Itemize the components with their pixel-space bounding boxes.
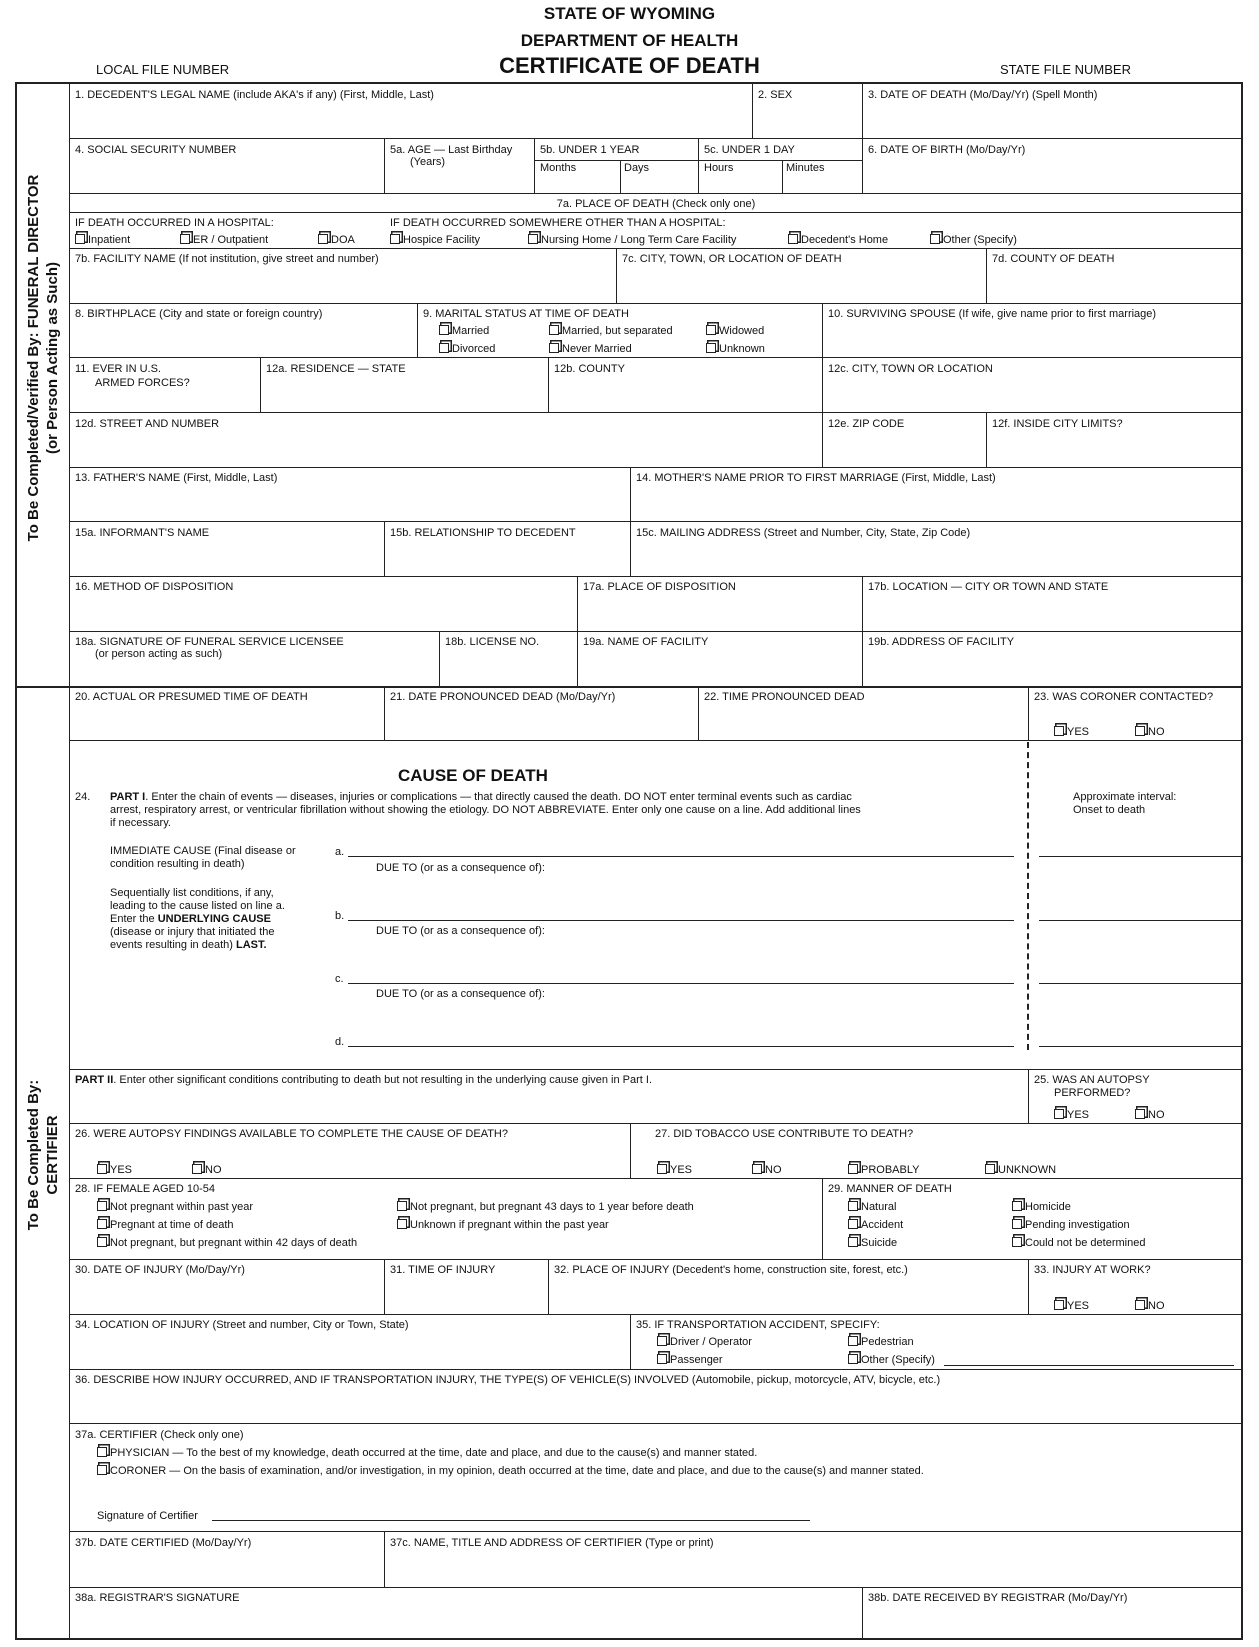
due-to-a: DUE TO (or as a consequence of): <box>376 862 545 874</box>
field-38b-date-received[interactable]: 38b. DATE RECEIVED BY REGISTRAR (Mo/Day/Yr) <box>868 1592 1128 1604</box>
sequential-label-line5: events resulting in death) LAST. <box>110 939 267 951</box>
checkbox-icon[interactable] <box>1012 1237 1022 1247</box>
field-33-injury-at-work: 33. INJURY AT WORK? <box>1034 1264 1151 1276</box>
interval-line-a[interactable] <box>1039 856 1241 857</box>
hospital-label: IF DEATH OCCURRED IN A HOSPITAL: <box>75 217 274 229</box>
checkbox-icon[interactable] <box>439 325 449 335</box>
sequential-label-line2: leading to the cause listed on line a. <box>110 900 285 912</box>
field-11-armed-forces-line2: ARMED FORCES? <box>95 377 190 389</box>
checkbox-pregnant-at-death[interactable]: Pregnant at time of death <box>97 1218 234 1232</box>
field-25-autopsy-line2: PERFORMED? <box>1054 1087 1131 1099</box>
field-12d-street[interactable]: 12d. STREET AND NUMBER <box>75 418 220 430</box>
checkbox-icon[interactable] <box>528 234 538 244</box>
checkbox-icon[interactable] <box>318 234 328 244</box>
field-2-sex[interactable]: 2. SEX <box>758 89 793 101</box>
field-15a-informant[interactable]: 15a. INFORMANT'S NAME <box>75 527 210 539</box>
field-12a-residence-state[interactable]: 12a. RESIDENCE — STATE <box>266 363 406 375</box>
part-2-instructions[interactable]: PART II. Enter other significant conditions contributing to death but not resulting in the underlying cause given in Part I. <box>75 1074 653 1086</box>
state-file-number-label: STATE FILE NUMBER <box>1000 62 1131 77</box>
checkbox-coroner-no[interactable]: NO <box>1135 725 1165 739</box>
signature-of-certifier-line[interactable] <box>212 1520 810 1521</box>
checkbox-icon[interactable] <box>752 1164 762 1174</box>
field-17b-disposition-location[interactable]: 17b. LOCATION — CITY OR TOWN AND STATE <box>868 581 1109 593</box>
checkbox-never-married[interactable]: Never Married <box>549 342 632 356</box>
checkbox-work-no[interactable]: NO <box>1135 1299 1165 1313</box>
checkbox-icon[interactable] <box>549 325 559 335</box>
checkbox-pregnant-42-days[interactable]: Not pregnant, but pregnant within 42 days of death <box>97 1236 357 1250</box>
checkbox-icon[interactable] <box>706 343 716 353</box>
checkbox-natural[interactable]: Natural <box>848 1200 896 1214</box>
side-divider <box>69 82 70 1640</box>
field-14-mothers-name[interactable]: 14. MOTHER'S NAME PRIOR TO FIRST MARRIAGE (First, Middle, Last) <box>636 472 996 484</box>
field-12e-zip[interactable]: 12e. ZIP CODE <box>828 418 905 430</box>
field-7d-county-of-death[interactable]: 7d. COUNTY OF DEATH <box>992 253 1115 265</box>
funeral-director-side-label: To Be Completed/Verified By: FUNERAL DIRECTOR (or Person Acting as Such) <box>25 174 61 542</box>
field-19a-facility-name[interactable]: 19a. NAME OF FACILITY <box>583 636 709 648</box>
sequential-label-line3: Enter the UNDERLYING CAUSE <box>110 913 271 925</box>
checkbox-findings-no[interactable]: NO <box>192 1163 222 1177</box>
checkbox-divorced[interactable]: Divorced <box>439 342 495 356</box>
field-20-time-of-death[interactable]: 20. ACTUAL OR PRESUMED TIME OF DEATH <box>75 691 308 703</box>
field-4-ssn[interactable]: 4. SOCIAL SECURITY NUMBER <box>75 144 237 156</box>
checkbox-decedents-home[interactable]: Decedent's Home <box>788 233 888 247</box>
field-38a-registrar-signature[interactable]: 38a. REGISTRAR'S SIGNATURE <box>75 1592 240 1604</box>
due-to-b: DUE TO (or as a consequence of): <box>376 925 545 937</box>
checkbox-tobacco-no[interactable]: NO <box>752 1163 782 1177</box>
checkbox-tobacco-probably[interactable]: PROBABLY <box>848 1163 920 1177</box>
field-24-number: 24. <box>75 791 91 803</box>
checkbox-icon[interactable] <box>390 234 400 244</box>
field-5c-under-1-day: 5c. UNDER 1 DAY <box>704 144 795 156</box>
checkbox-married[interactable]: Married <box>439 324 489 338</box>
immediate-cause-label: IMMEDIATE CAUSE (Final disease or <box>110 845 296 857</box>
field-8-birthplace[interactable]: 8. BIRTHPLACE (City and state or foreign country) <box>75 308 323 320</box>
checkbox-icon[interactable] <box>1054 726 1064 736</box>
field-5a-years: (Years) <box>410 156 446 168</box>
field-37b-date-certified[interactable]: 37b. DATE CERTIFIED (Mo/Day/Yr) <box>75 1537 252 1549</box>
field-5c-minutes[interactable]: Minutes <box>786 162 825 174</box>
checkbox-icon[interactable] <box>75 234 85 244</box>
checkbox-icon[interactable] <box>180 234 190 244</box>
field-25-autopsy: 25. WAS AN AUTOPSY <box>1034 1074 1150 1086</box>
field-6-date-of-birth[interactable]: 6. DATE OF BIRTH (Mo/Day/Yr) <box>868 144 1026 156</box>
field-22-time-pronounced[interactable]: 22. TIME PRONOUNCED DEAD <box>704 691 865 703</box>
field-1-decedent-name[interactable]: 1. DECEDENT'S LEGAL NAME (include AKA's if any) (First, Middle, Last) <box>75 89 434 101</box>
cause-of-death-heading: CAUSE OF DEATH <box>398 766 548 785</box>
cause-line-c[interactable] <box>348 983 1014 984</box>
field-5a-age[interactable]: 5a. AGE — Last Birthday <box>390 144 513 156</box>
field-29-manner-of-death: 29. MANNER OF DEATH <box>828 1183 952 1195</box>
checkbox-er-outpatient[interactable]: ER / Outpatient <box>180 233 268 247</box>
field-11-armed-forces[interactable]: 11. EVER IN U.S. <box>75 363 161 375</box>
checkbox-tobacco-unknown[interactable]: UNKNOWN <box>985 1163 1056 1177</box>
other-than-hospital-label: IF DEATH OCCURRED SOMEWHERE OTHER THAN A HOSPITAL: <box>390 217 726 229</box>
checkbox-tobacco-yes[interactable]: YES <box>657 1163 692 1177</box>
checkbox-icon[interactable] <box>1135 1300 1145 1310</box>
section-divider <box>15 686 1243 688</box>
checkbox-coroner[interactable]: CORONER — On the basis of examination, and/or investigation, in my opinion, death occurred at the time, date and place, and due to the cause(s) and manner stated. <box>97 1464 924 1478</box>
checkbox-driver[interactable]: Driver / Operator <box>657 1335 752 1349</box>
checkbox-icon[interactable] <box>97 1447 107 1457</box>
checkbox-icon[interactable] <box>848 1201 858 1211</box>
cause-line-d[interactable] <box>348 1046 1014 1047</box>
checkbox-icon[interactable] <box>985 1164 995 1174</box>
checkbox-doa[interactable]: DOA <box>318 233 355 247</box>
field-21-date-pronounced[interactable]: 21. DATE PRONOUNCED DEAD (Mo/Day/Yr) <box>390 691 616 703</box>
checkbox-icon[interactable] <box>1054 1109 1064 1119</box>
checkbox-passenger[interactable]: Passenger <box>657 1353 723 1367</box>
checkbox-inpatient[interactable]: Inpatient <box>75 233 130 247</box>
cause-line-c-letter: c. <box>335 973 344 985</box>
interval-line-c[interactable] <box>1039 983 1241 984</box>
checkbox-icon[interactable] <box>1135 1109 1145 1119</box>
department-heading: DEPARTMENT OF HEALTH <box>520 31 739 50</box>
cause-line-b-letter: b. <box>335 910 345 922</box>
checkbox-hospice[interactable]: Hospice Facility <box>390 233 480 247</box>
checkbox-icon[interactable] <box>848 1219 858 1229</box>
interval-label-line2: Onset to death <box>1073 804 1146 816</box>
part-1-instructions: PART I. Enter the chain of events — diseases, injuries or complications — that directly caused the death. DO NOT enter terminal events such as cardiac <box>110 791 852 803</box>
checkbox-icon[interactable] <box>788 234 798 244</box>
field-15c-mailing-address[interactable]: 15c. MAILING ADDRESS (Street and Number, City, State, Zip Code) <box>636 527 971 539</box>
field-30-date-of-injury[interactable]: 30. DATE OF INJURY (Mo/Day/Yr) <box>75 1264 245 1276</box>
checkbox-icon[interactable] <box>657 1164 667 1174</box>
checkbox-work-yes[interactable]: YES <box>1054 1299 1089 1313</box>
field-15b-relationship[interactable]: 15b. RELATIONSHIP TO DECEDENT <box>390 527 576 539</box>
checkbox-icon[interactable] <box>439 343 449 353</box>
checkbox-icon[interactable] <box>1054 1300 1064 1310</box>
local-file-number-label: LOCAL FILE NUMBER <box>96 62 230 77</box>
field-12c-city[interactable]: 12c. CITY, TOWN OR LOCATION <box>828 363 993 375</box>
field-37c-certifier-name[interactable]: 37c. NAME, TITLE AND ADDRESS OF CERTIFIER (Type or print) <box>390 1537 714 1549</box>
interval-divider <box>1027 742 1029 1050</box>
field-5b-under-1-year: 5b. UNDER 1 YEAR <box>540 144 640 156</box>
checkbox-icon[interactable] <box>1135 726 1145 736</box>
immediate-cause-label-line2: condition resulting in death) <box>110 858 245 870</box>
field-9-marital-status: 9. MARITAL STATUS AT TIME OF DEATH <box>423 308 629 320</box>
checkbox-icon[interactable] <box>97 1164 107 1174</box>
checkbox-icon[interactable] <box>1012 1219 1022 1229</box>
field-18a-subtext: (or person acting as such) <box>95 648 223 660</box>
checkbox-icon[interactable] <box>549 343 559 353</box>
part-1-instructions-line3: if necessary. <box>110 817 171 829</box>
checkbox-married-separated[interactable]: Married, but separated <box>549 324 673 338</box>
checkbox-icon[interactable] <box>848 1336 858 1346</box>
checkbox-transport-other[interactable]: Other (Specify) <box>848 1353 935 1367</box>
field-17a-disposition-place[interactable]: 17a. PLACE OF DISPOSITION <box>583 581 736 593</box>
field-19b-facility-address[interactable]: 19b. ADDRESS OF FACILITY <box>868 636 1015 648</box>
interval-line-b[interactable] <box>1039 920 1241 921</box>
transport-other-line[interactable] <box>944 1365 1234 1366</box>
checkbox-homicide[interactable]: Homicide <box>1012 1200 1071 1214</box>
checkbox-undetermined[interactable]: Could not be determined <box>1012 1236 1145 1250</box>
state-heading: STATE OF WYOMING <box>543 4 716 23</box>
checkbox-icon[interactable] <box>657 1354 667 1364</box>
field-5c-hours[interactable]: Hours <box>704 162 734 174</box>
checkbox-icon[interactable] <box>397 1219 407 1229</box>
checkbox-pending[interactable]: Pending investigation <box>1012 1218 1130 1232</box>
field-37a-certifier: 37a. CERTIFIER (Check only one) <box>75 1429 244 1441</box>
checkbox-marital-unknown[interactable]: Unknown <box>706 342 765 356</box>
signature-of-certifier-label: Signature of Certifier <box>97 1510 198 1522</box>
checkbox-physician[interactable]: PHYSICIAN — To the best of my knowledge, death occurred at the time, date and place, and due to the cause(s) and manner stated. <box>97 1446 757 1460</box>
checkbox-icon[interactable] <box>397 1201 407 1211</box>
due-to-c: DUE TO (or as a consequence of): <box>376 988 545 1000</box>
checkbox-not-pregnant-year[interactable]: Not pregnant within past year <box>97 1200 253 1214</box>
checkbox-autopsy-yes[interactable]: YES <box>1054 1108 1089 1122</box>
field-35-transportation: 35. IF TRANSPORTATION ACCIDENT, SPECIFY: <box>636 1319 880 1331</box>
field-31-time-of-injury[interactable]: 31. TIME OF INJURY <box>390 1264 496 1276</box>
checkbox-pregnancy-unknown[interactable]: Unknown if pregnant within the past year <box>397 1218 609 1232</box>
checkbox-icon[interactable] <box>97 1219 107 1229</box>
checkbox-pedestrian[interactable]: Pedestrian <box>848 1335 914 1349</box>
field-23-coroner-contacted: 23. WAS CORONER CONTACTED? <box>1034 691 1214 703</box>
checkbox-accident[interactable]: Accident <box>848 1218 903 1232</box>
field-16-disposition-method[interactable]: 16. METHOD OF DISPOSITION <box>75 581 234 593</box>
field-32-place-of-injury[interactable]: 32. PLACE OF INJURY (Decedent's home, construction site, forest, etc.) <box>554 1264 908 1276</box>
checkbox-icon[interactable] <box>97 1465 107 1475</box>
checkbox-icon[interactable] <box>848 1237 858 1247</box>
checkbox-coroner-yes[interactable]: YES <box>1054 725 1089 739</box>
field-34-location-of-injury[interactable]: 34. LOCATION OF INJURY (Street and number, City or Town, State) <box>75 1319 409 1331</box>
field-7a-place-of-death: 7a. PLACE OF DEATH (Check only one) <box>556 198 756 210</box>
cause-line-a-letter: a. <box>335 846 345 858</box>
field-5b-days[interactable]: Days <box>624 162 650 174</box>
sequential-label-line4: (disease or injury that initiated the <box>110 926 275 938</box>
checkbox-other-specify[interactable]: Other (Specify) <box>930 233 1017 247</box>
field-7c-city-of-death[interactable]: 7c. CITY, TOWN, OR LOCATION OF DEATH <box>622 253 842 265</box>
checkbox-suicide[interactable]: Suicide <box>848 1236 897 1250</box>
checkbox-icon[interactable] <box>192 1164 202 1174</box>
field-10-surviving-spouse[interactable]: 10. SURVIVING SPOUSE (If wife, give name prior to first marriage) <box>828 308 1157 320</box>
field-18b-license-no[interactable]: 18b. LICENSE NO. <box>445 636 540 648</box>
checkbox-icon[interactable] <box>706 325 716 335</box>
field-27-tobacco: 27. DID TOBACCO USE CONTRIBUTE TO DEATH? <box>655 1128 914 1140</box>
checkbox-icon[interactable] <box>848 1354 858 1364</box>
checkbox-findings-yes[interactable]: YES <box>97 1163 132 1177</box>
interval-label: Approximate interval: <box>1073 791 1177 803</box>
part-1-instructions-line2: arrest, respiratory arrest, or ventricular fibrillation without showing the etiology. DO NOT ABBREVIATE. Enter only one cause on a line. Add additional lines <box>110 804 861 816</box>
cause-line-b[interactable] <box>348 920 1014 921</box>
checkbox-icon[interactable] <box>97 1237 107 1247</box>
field-12f-inside-city-limits[interactable]: 12f. INSIDE CITY LIMITS? <box>992 418 1123 430</box>
checkbox-autopsy-no[interactable]: NO <box>1135 1108 1165 1122</box>
sequential-label: Sequentially list conditions, if any, <box>110 887 274 899</box>
certifier-side-label: To Be Completed By: CERTIFIER <box>25 1079 61 1231</box>
field-28-female-pregnancy: 28. IF FEMALE AGED 10-54 <box>75 1183 216 1195</box>
field-12b-county[interactable]: 12b. COUNTY <box>554 363 625 375</box>
checkbox-nursing-home[interactable]: Nursing Home / Long Term Care Facility <box>528 233 736 247</box>
field-36-injury-description[interactable]: 36. DESCRIBE HOW INJURY OCCURRED, AND IF TRANSPORTATION INJURY, THE TYPE(S) OF VEHICLE(S) INVOLVED (Automobile, pickup, motorcycle, ATV, bicycle, etc.) <box>75 1374 941 1386</box>
checkbox-pregnant-43-days[interactable]: Not pregnant, but pregnant 43 days to 1 year before death <box>397 1200 694 1214</box>
field-13-fathers-name[interactable]: 13. FATHER'S NAME (First, Middle, Last) <box>75 472 278 484</box>
field-3-date-of-death[interactable]: 3. DATE OF DEATH (Mo/Day/Yr) (Spell Month) <box>868 89 1098 101</box>
cause-line-d-letter: d. <box>335 1036 345 1048</box>
checkbox-icon[interactable] <box>930 234 940 244</box>
page-title: CERTIFICATE OF DEATH <box>499 53 760 78</box>
checkbox-icon[interactable] <box>848 1164 858 1174</box>
checkbox-icon[interactable] <box>97 1201 107 1211</box>
field-26-autopsy-findings: 26. WERE AUTOPSY FINDINGS AVAILABLE TO COMPLETE THE CAUSE OF DEATH? <box>75 1128 508 1140</box>
interval-line-d[interactable] <box>1039 1046 1241 1047</box>
field-18a-licensee-signature[interactable]: 18a. SIGNATURE OF FUNERAL SERVICE LICENSEE <box>75 636 344 648</box>
cause-line-a[interactable] <box>348 856 1014 857</box>
field-5b-months[interactable]: Months <box>540 162 577 174</box>
checkbox-widowed[interactable]: Widowed <box>706 324 764 338</box>
field-7b-facility-name[interactable]: 7b. FACILITY NAME (If not institution, give street and number) <box>75 253 379 265</box>
checkbox-icon[interactable] <box>1012 1201 1022 1211</box>
checkbox-icon[interactable] <box>657 1336 667 1346</box>
